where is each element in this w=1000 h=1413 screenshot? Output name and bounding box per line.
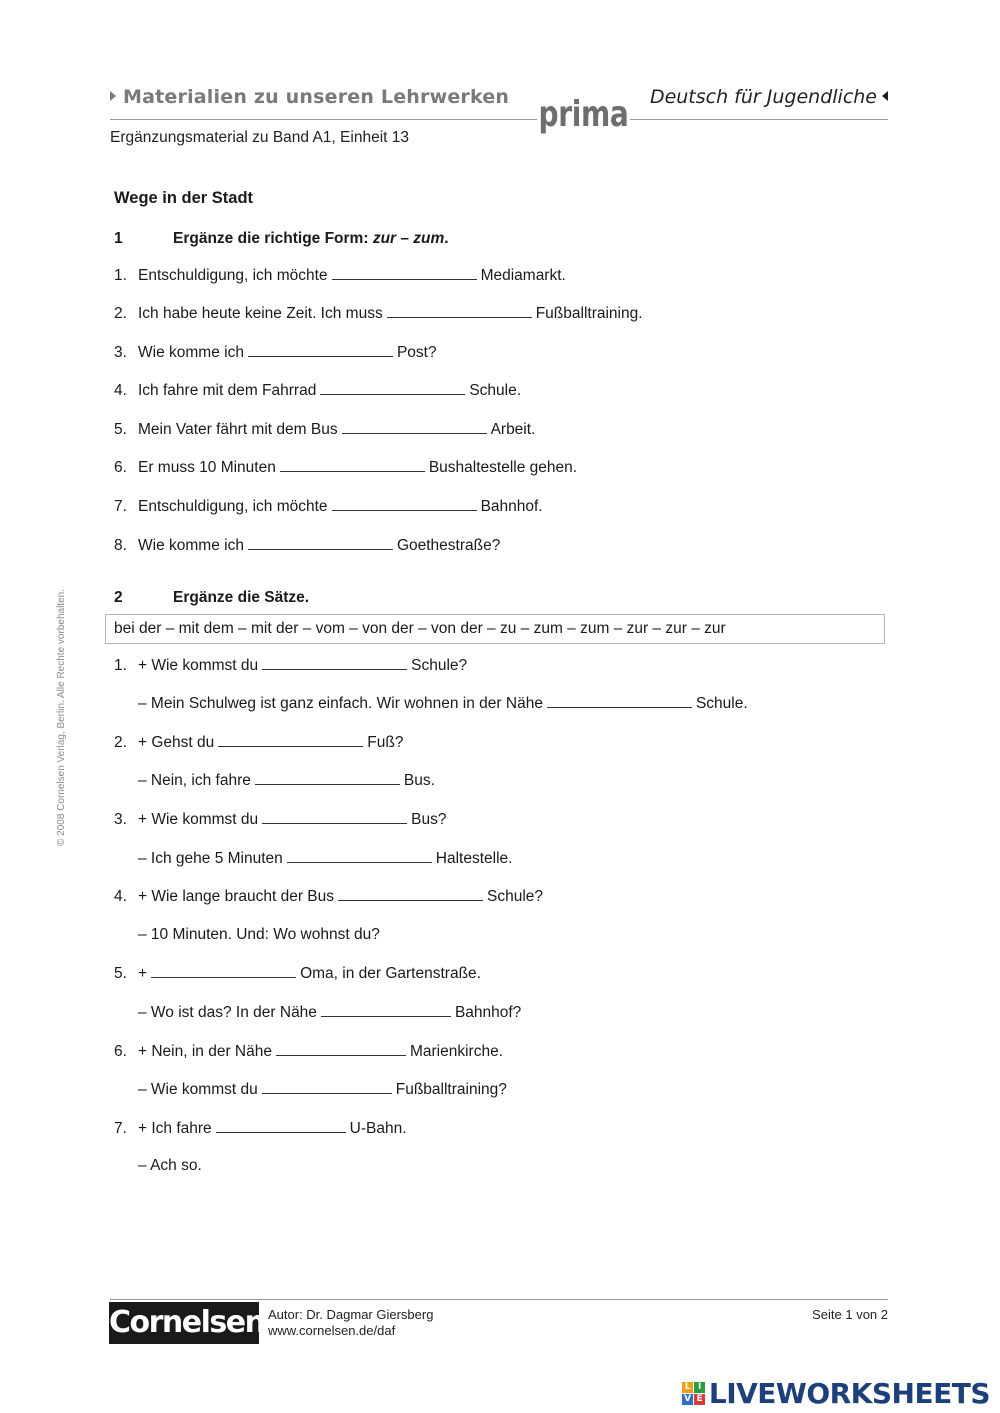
item-text: Fußballtraining. (535, 305, 643, 322)
answer-blank[interactable] (262, 1080, 392, 1094)
subtitle-label: Deutsch für Jugendliche (649, 86, 877, 108)
header-divider (110, 119, 888, 120)
item-text: Schule. (469, 382, 522, 399)
item-text: + Gehst du (138, 734, 215, 751)
footer-credits (268, 1307, 433, 1339)
item-text: – Ich gehe 5 Minuten (138, 850, 283, 867)
section2-heading: Ergänze die Sätze. (173, 589, 310, 606)
dialogue-row (138, 694, 748, 713)
answer-blank[interactable] (332, 266, 477, 280)
liveworksheets-watermark (682, 1377, 990, 1410)
item-text: Bahnhof. (480, 498, 543, 515)
item-text: Schule? (487, 888, 544, 905)
answer-blank[interactable] (338, 887, 483, 901)
item-text: – 10 Minuten. Und: Wo wohnst du? (138, 926, 380, 943)
answer-blank[interactable] (320, 381, 465, 395)
item-text: – Wie kommst du (138, 1081, 258, 1098)
item-text: Marienkirche. (409, 1043, 504, 1060)
answer-blank[interactable] (276, 1042, 406, 1056)
icon-letter: L (682, 1382, 693, 1393)
series-heading (110, 86, 509, 108)
watermark-text: LIVEWORKSHEETS (708, 1377, 990, 1410)
page-number: Seite 1 von 2 (812, 1307, 888, 1322)
item-text: + Ich fahre (138, 1120, 212, 1137)
item-text: Schule? (411, 657, 468, 674)
answer-blank[interactable] (216, 1119, 346, 1133)
item-number: 7. (114, 1120, 127, 1137)
item-text: + Nein, in der Nähe (138, 1043, 272, 1060)
item-text: U-Bahn. (349, 1120, 407, 1137)
answer-blank[interactable] (287, 849, 432, 863)
dialogue-row (138, 849, 512, 868)
item-number: 6. (114, 459, 127, 476)
exercise-row (114, 381, 521, 400)
item-number: 1. (114, 267, 127, 284)
dialogue-row (114, 1042, 503, 1061)
answer-blank[interactable] (262, 656, 407, 670)
item-text: Mein Vater fährt mit dem Bus (138, 421, 338, 438)
material-label: Ergänzungsmaterial zu Band A1, Einheit 13 (110, 129, 409, 146)
liveworksheets-icon (682, 1382, 705, 1405)
item-number: 6. (114, 1043, 127, 1060)
dialogue-row (138, 1003, 521, 1022)
exercise-row (114, 536, 500, 555)
item-text: Goethestraße? (396, 537, 501, 554)
series-label: Materialien zu unseren Lehrwerken (123, 86, 510, 108)
author-label: Autor: Dr. Dagmar Giersberg (268, 1307, 434, 1322)
icon-letter: I (694, 1382, 705, 1393)
item-number: 2. (114, 305, 127, 322)
item-text: Wie komme ich (138, 537, 244, 554)
dialogue-row (114, 810, 447, 829)
item-number: 5. (114, 421, 127, 438)
section2-number: 2 (114, 589, 123, 606)
answer-blank[interactable] (248, 343, 393, 357)
item-number: 4. (114, 382, 127, 399)
section1-heading-period: . (444, 230, 449, 247)
item-text: – Nein, ich fahre (138, 772, 251, 789)
item-text: Haltestelle. (435, 850, 513, 867)
dialogue-row (138, 771, 435, 790)
item-text: Bahnhof? (454, 1004, 522, 1021)
icon-letter: E (694, 1394, 705, 1405)
item-text: Wie komme ich (138, 344, 244, 361)
exercise-row (114, 304, 643, 323)
dialogue-row (114, 887, 543, 906)
item-text: Ich fahre mit dem Fahrrad (138, 382, 317, 399)
answer-blank[interactable] (151, 964, 296, 978)
answer-blank[interactable] (547, 694, 692, 708)
word-bank: bei der – mit dem – mit der – vom – von der – von der – zu – zum – zum – zur – zur – zur (105, 614, 885, 644)
triangle-left-icon (882, 91, 888, 101)
section1-heading-emphasis: zur – zum (372, 230, 445, 247)
website-link[interactable]: www.cornelsen.de/daf (268, 1323, 396, 1338)
item-number: 3. (114, 344, 127, 361)
answer-blank[interactable] (332, 497, 477, 511)
item-text: – Mein Schulweg ist ganz einfach. Wir wohnen in der Nähe (138, 695, 543, 712)
exercise-row (114, 266, 566, 285)
item-number: 8. (114, 537, 127, 554)
answer-blank[interactable] (262, 810, 407, 824)
item-text: Mediamarkt. (480, 267, 566, 284)
item-text: Schule. (695, 695, 748, 712)
answer-blank[interactable] (321, 1003, 451, 1017)
item-text: + Wie lange braucht der Bus (138, 888, 335, 905)
exercise-row (114, 420, 535, 439)
answer-blank[interactable] (218, 733, 363, 747)
item-text: Arbeit. (490, 421, 536, 438)
item-text: Oma, in der Gartenstraße. (300, 965, 481, 982)
answer-blank[interactable] (280, 458, 425, 472)
answer-blank[interactable] (248, 536, 393, 550)
item-number: 4. (114, 888, 127, 905)
item-text: Fuß? (367, 734, 404, 751)
item-number: 1. (114, 657, 127, 674)
item-number: 3. (114, 811, 127, 828)
item-text: Bus. (403, 772, 435, 789)
item-text: Entschuldigung, ich möchte (138, 267, 328, 284)
dialogue-row (114, 1119, 407, 1138)
dialogue-row (138, 1080, 507, 1099)
dialogue-row (114, 733, 403, 752)
item-text: Er muss 10 Minuten (138, 459, 276, 476)
item-text: Fußballtraining? (395, 1081, 507, 1098)
item-text: – Ach so. (138, 1157, 202, 1174)
item-number: 7. (114, 498, 127, 515)
exercise-row (114, 343, 437, 362)
dialogue-row (114, 964, 481, 983)
item-number: 5. (114, 965, 127, 982)
footer-divider (110, 1299, 888, 1300)
section1-heading-text: Ergänze die richtige Form: (173, 230, 373, 247)
page-title: Wege in der Stadt (114, 189, 254, 207)
dialogue-row (138, 926, 380, 944)
item-text: + (138, 965, 148, 982)
dialogue-row (114, 656, 467, 675)
answer-blank[interactable] (255, 771, 400, 785)
icon-letter: V (682, 1394, 693, 1405)
exercise-row (114, 458, 577, 477)
item-text: Bus? (411, 811, 447, 828)
item-text: – Wo ist das? In der Nähe (138, 1004, 317, 1021)
publisher-logo: Cornelsen (109, 1302, 259, 1344)
exercise-row (114, 497, 543, 516)
item-number: 2. (114, 734, 127, 751)
item-text: + Wie kommst du (138, 657, 259, 674)
answer-blank[interactable] (342, 420, 487, 434)
subtitle-heading (650, 86, 888, 108)
answer-blank[interactable] (387, 304, 532, 318)
item-text: Post? (396, 344, 437, 361)
triangle-right-icon (110, 91, 116, 101)
section1-heading (173, 230, 449, 248)
copyright-notice: © 2008 Cornelsen Verlag, Berlin. Alle Rechte vorbehalten. (56, 589, 67, 846)
item-text: + Wie kommst du (138, 811, 259, 828)
section1-number: 1 (114, 230, 123, 247)
dialogue-row (138, 1157, 202, 1175)
item-text: Ich habe heute keine Zeit. Ich muss (138, 305, 383, 322)
item-text: Entschuldigung, ich möchte (138, 498, 328, 515)
item-text: Bushaltestelle gehen. (428, 459, 578, 476)
brand-logo: prima (538, 94, 629, 135)
